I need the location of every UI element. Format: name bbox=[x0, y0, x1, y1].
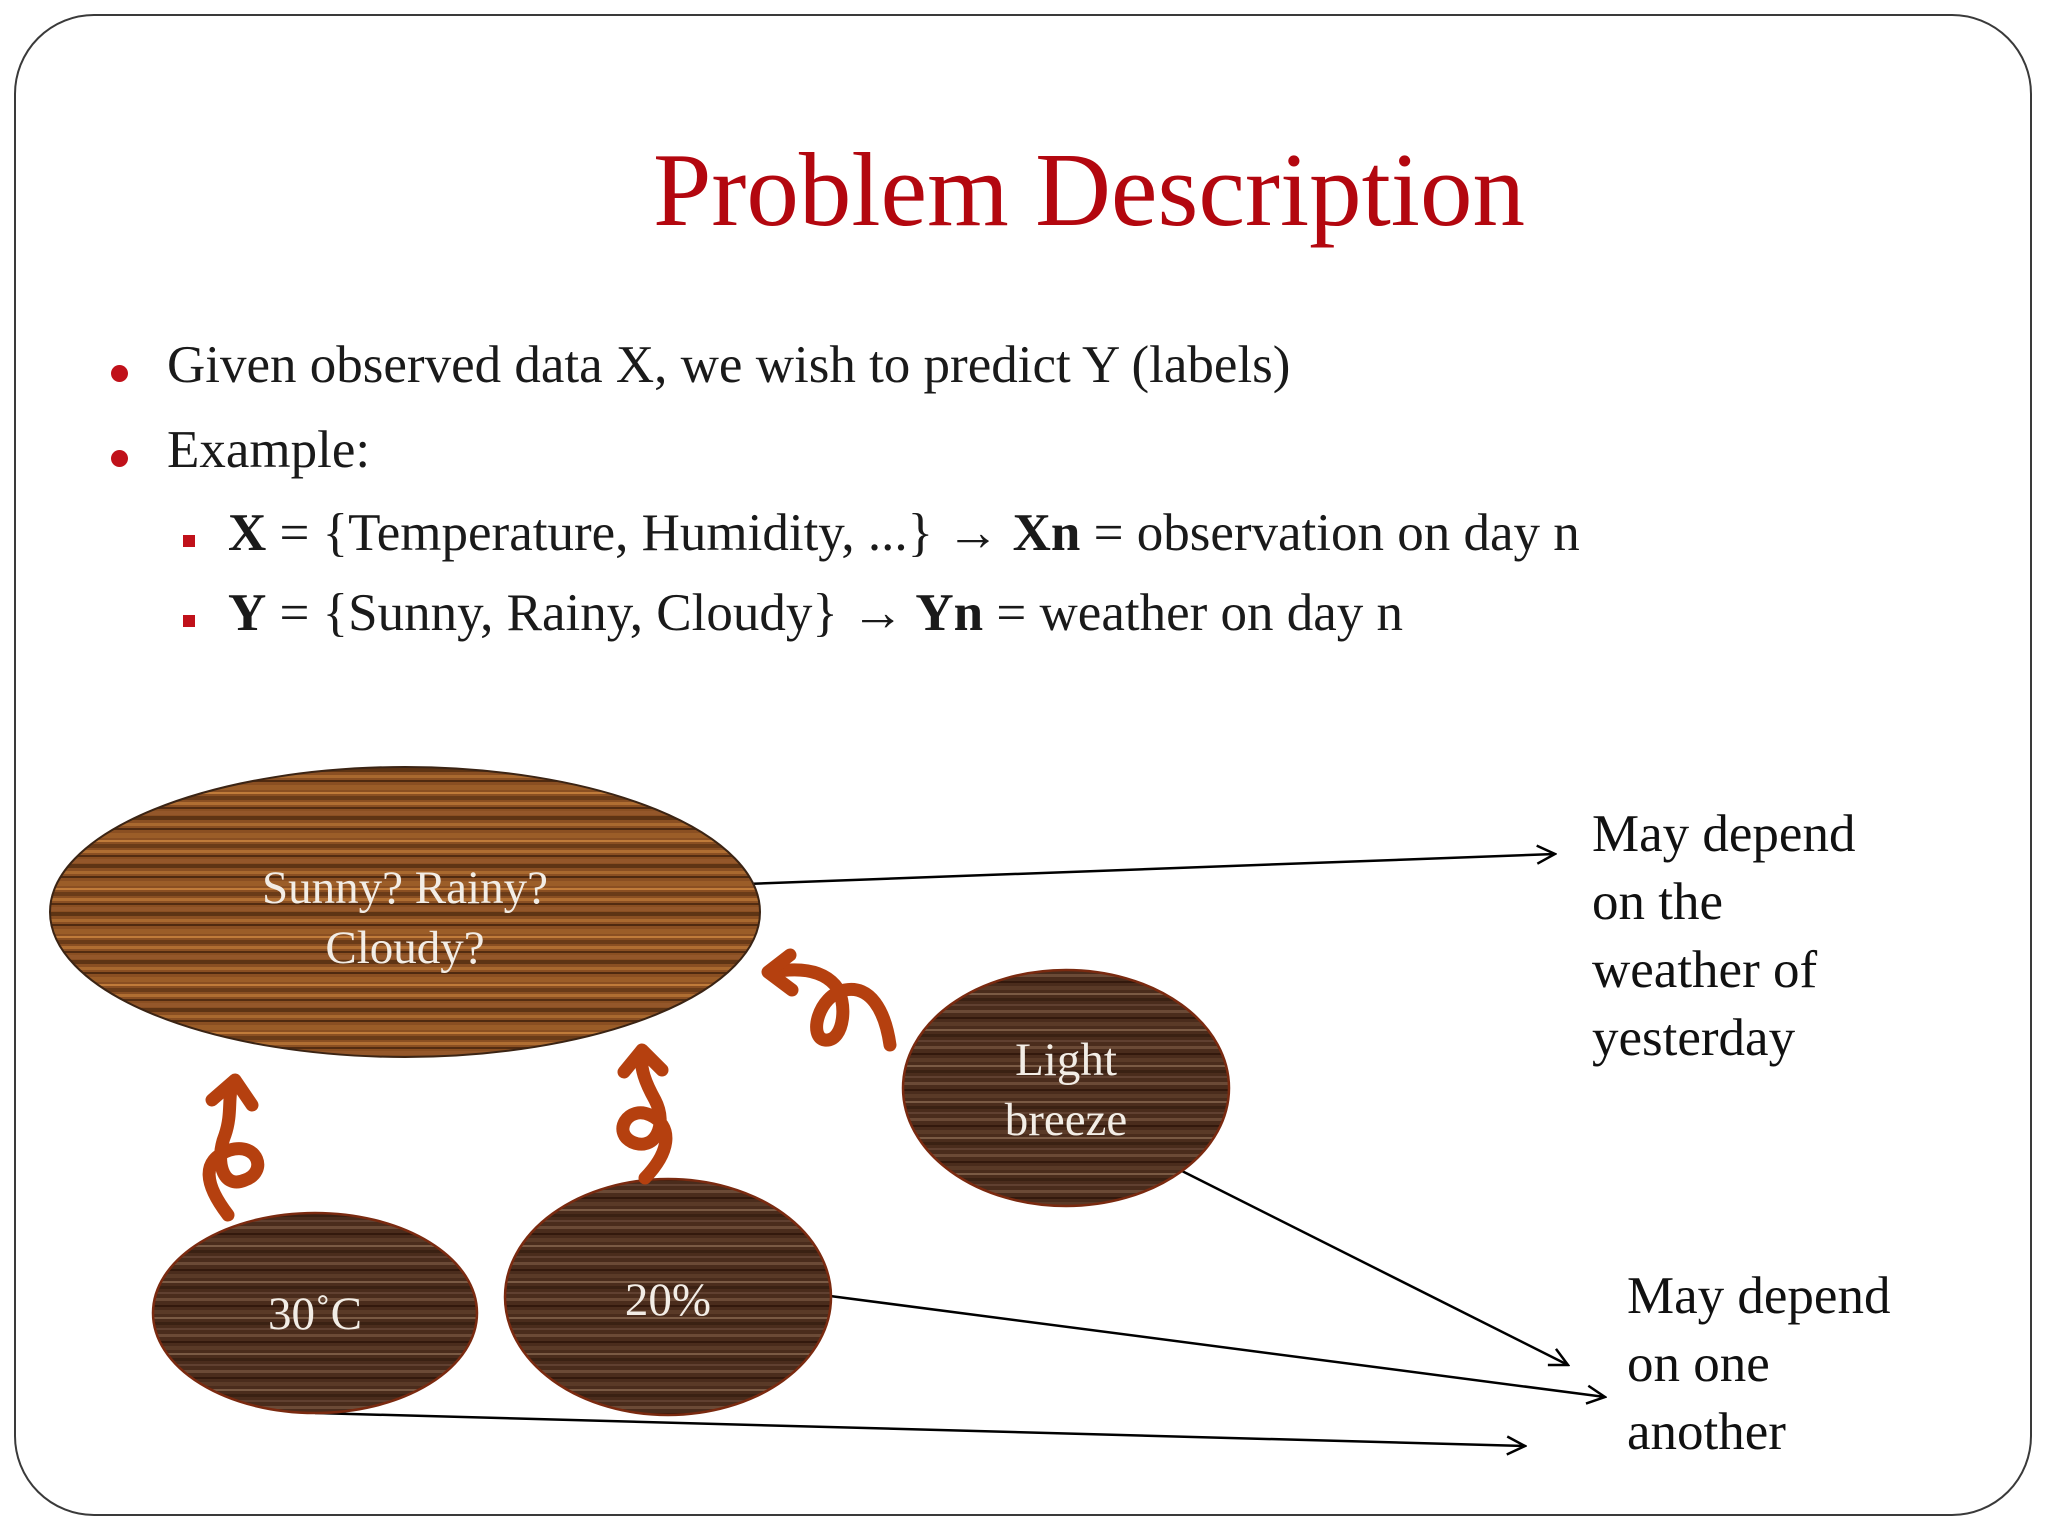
note-line: on one bbox=[1627, 1335, 1770, 1393]
note-yesterday bbox=[1592, 800, 1855, 1072]
term-definition: = {Temperature, Humidity, ...} bbox=[266, 504, 947, 562]
wind-node-line: Light bbox=[1015, 1034, 1117, 1086]
curly-arrow-temperature bbox=[209, 1080, 258, 1215]
wind-node-text bbox=[966, 1030, 1166, 1150]
note-one-another bbox=[1627, 1262, 1890, 1466]
wind-node-line: breeze bbox=[1004, 1094, 1128, 1146]
note-line: May depend bbox=[1592, 805, 1856, 863]
curly-arrow-humidity bbox=[623, 1050, 666, 1178]
arrow-glyph: → bbox=[851, 584, 905, 642]
dependency-arrow-humidity bbox=[830, 1296, 1605, 1397]
humidity-node-text: 20% bbox=[624, 1274, 712, 1326]
note-line: May depend bbox=[1627, 1267, 1891, 1325]
bullet-item: Given observed data X, we wish to predict Y (labels) bbox=[167, 336, 1291, 394]
label-node-line: Cloudy? bbox=[325, 922, 485, 974]
term-definition: = weather on day n bbox=[983, 584, 1404, 642]
bold-term: X bbox=[228, 504, 267, 562]
term-definition: = observation on day n bbox=[1080, 504, 1580, 562]
temperature-node-text: 30˚C bbox=[268, 1288, 362, 1340]
bold-term: Yn bbox=[904, 584, 984, 642]
bold-term: Y bbox=[228, 584, 267, 642]
note-line: another bbox=[1627, 1403, 1786, 1461]
term-definition: = {Sunny, Rainy, Cloudy} bbox=[266, 584, 852, 642]
note-line: on the bbox=[1592, 873, 1723, 931]
label-node-line: Sunny? Rainy? bbox=[262, 862, 548, 914]
bold-term: Xn bbox=[999, 504, 1081, 562]
arrow-glyph: → bbox=[946, 504, 1000, 562]
note-line: yesterday bbox=[1592, 1009, 1796, 1067]
dependency-arrow-temperature bbox=[315, 1413, 1525, 1446]
label-node-text bbox=[235, 858, 575, 978]
curly-arrow-wind bbox=[768, 955, 890, 1045]
slide-title: Problem Description bbox=[653, 131, 1525, 248]
bullet-item: Example: bbox=[167, 421, 371, 479]
dependency-arrow-wind bbox=[1180, 1170, 1568, 1365]
note-line: weather of bbox=[1592, 941, 1818, 999]
dependency-arrow-yesterday bbox=[718, 854, 1555, 885]
